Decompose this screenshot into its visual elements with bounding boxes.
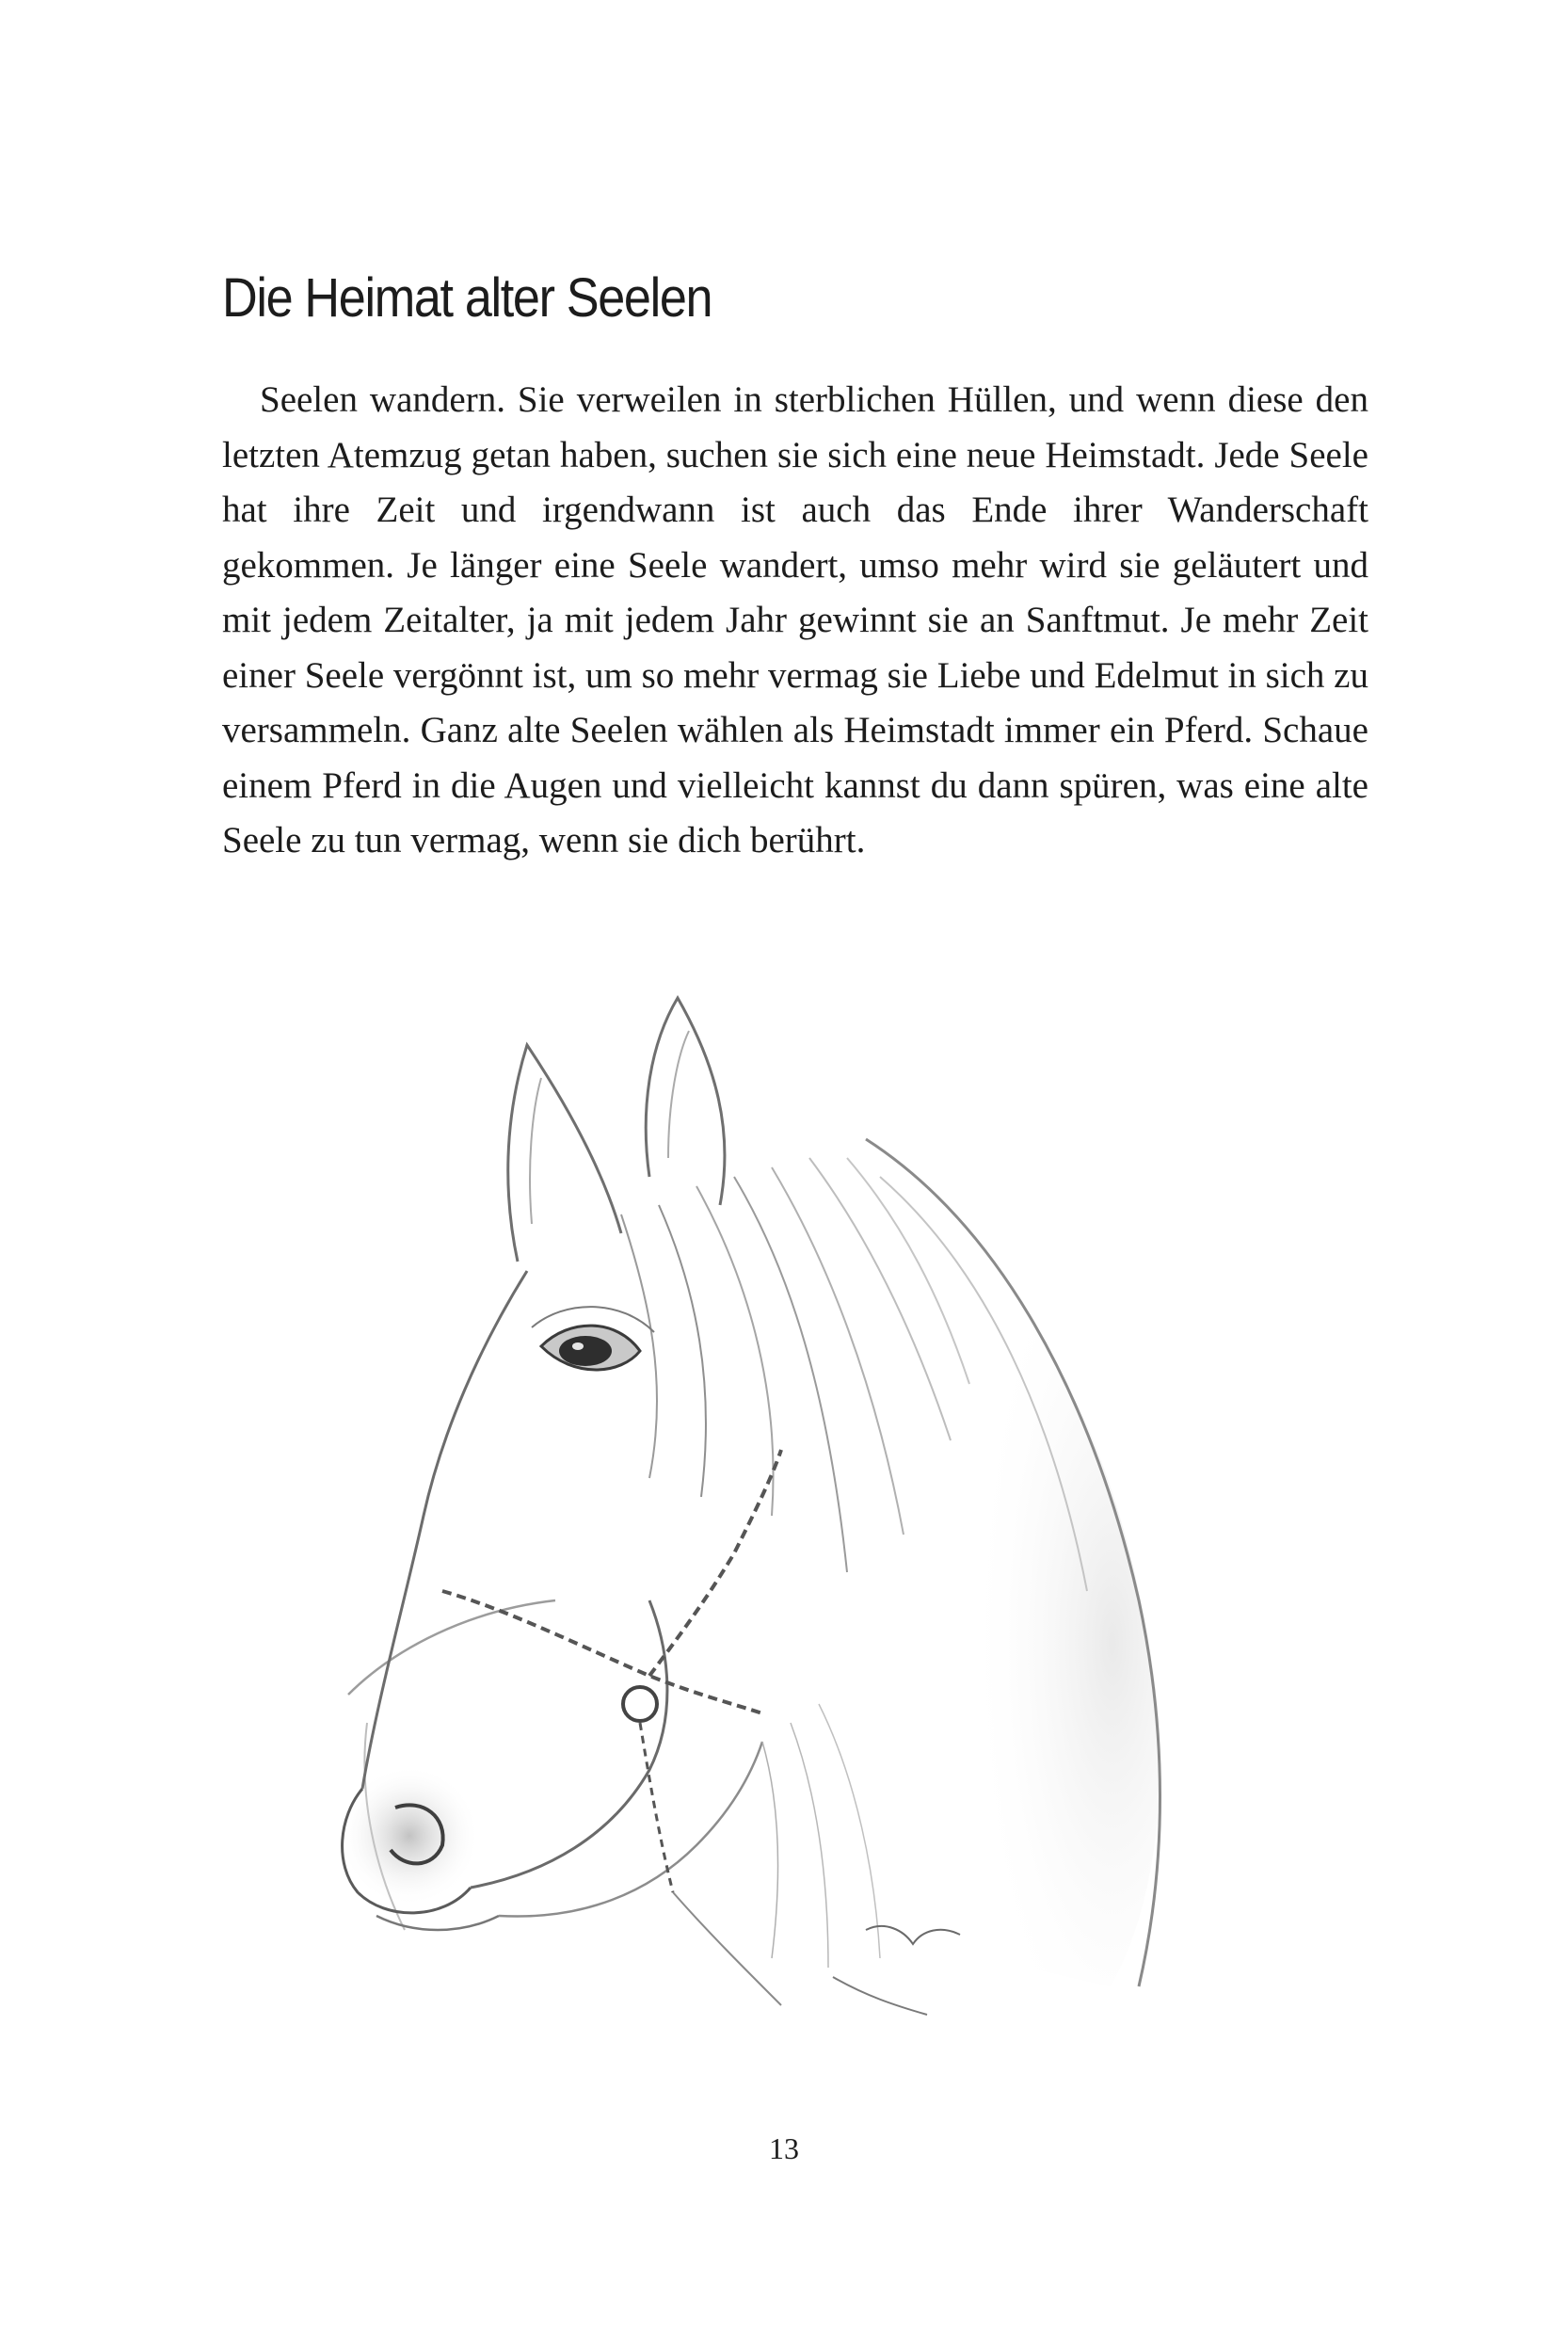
chapter-title: Die Heimat alter Seelen xyxy=(222,267,712,329)
chapter-paragraph: Seelen wandern. Sie verweilen in sterblichen Hüllen, und wenn diese den letzten Atemzug getan haben, suchen sie sich eine neue Heimstadt. Jede Seele hat ihre Zeit und irgendwann ist auch das Ende ihrer Wanderschaft gekommen. Je länger eine Seele wandert, umso mehr wird sie geläutert und mit jedem Zeitalter, ja mit jedem Jahr gewinnt sie an Sanftmut. Je mehr Zeit einer Seele vergönnt ist, um so mehr vermag sie Liebe und Edelmut in sich zu versammeln. Ganz alte Seelen wählen als Heimstadt immer ein Pferd. Schaue einem Pferd in die Augen und vielleicht kannst du dann spüren, was eine alte Seele zu tun vermag, wenn sie dich berührt. xyxy=(222,379,1368,860)
horse-head-sketch-icon xyxy=(339,989,1242,2071)
page-number: 13 xyxy=(769,2131,799,2165)
